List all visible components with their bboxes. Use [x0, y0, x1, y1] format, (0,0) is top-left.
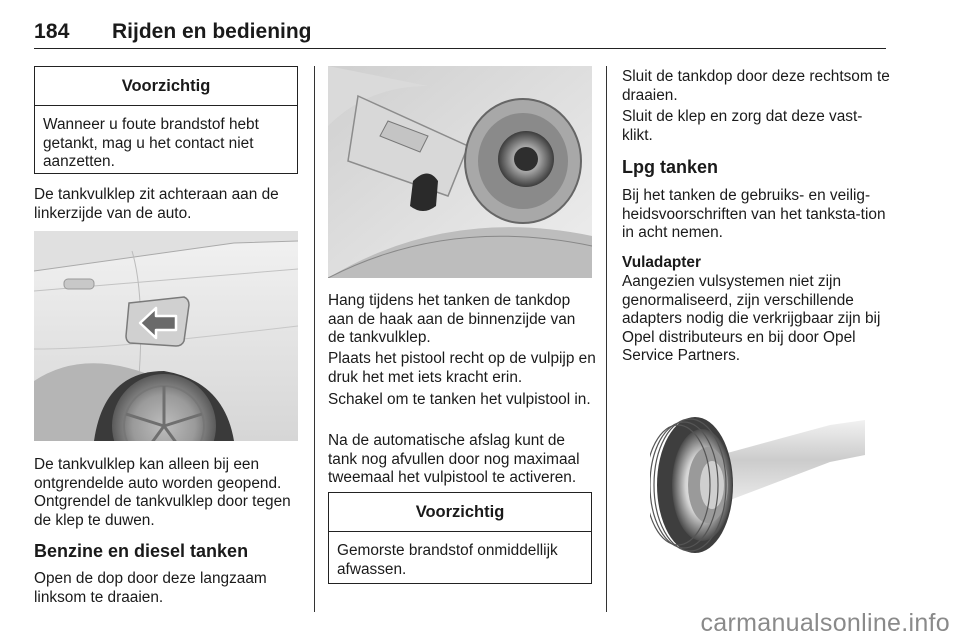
caution-text: Wanneer u foute brandstof hebt getankt, mag u het contact niet aanzetten.	[43, 116, 259, 170]
header-rule	[34, 48, 886, 49]
paragraph: Hang tijdens het tanken de tankdop aan de haak aan de binnenzijde van de tankvulklep.	[328, 292, 576, 346]
caution-text: Gemorste brandstof onmiddellijk afwassen.	[337, 542, 558, 578]
watermark: carmanualsonline.info	[700, 609, 950, 637]
page-title: Rijden en bediening	[112, 20, 312, 43]
car-side-image	[34, 231, 298, 441]
paragraph: De tankvulklep kan alleen bij een ontgrendelde auto worden geopend. Ontgrendel de tankvulklep door tegen de klep te duwen.	[34, 456, 291, 529]
column-divider-1	[314, 66, 315, 612]
paragraph: Sluit de tankdop door deze rechtsom te draaien.	[622, 68, 890, 104]
section-heading: Lpg tanken	[622, 157, 719, 177]
section-heading: Benzine en diesel tanken	[34, 541, 249, 561]
arrow-icon	[136, 303, 182, 343]
paragraph: Sluit de klep en zorg dat deze vast-klikt.	[622, 108, 863, 144]
fuel-filler-image	[328, 66, 592, 278]
paragraph: Open de dop door deze langzaam linksom te draaien.	[34, 570, 267, 606]
paragraph: Aangezien vulsystemen niet zijn genormaliseerd, zijn verschillende adapters nodig die verkrijgbaar zijn bij Opel distributeurs en bij door Opel Service Partners.	[622, 273, 881, 364]
caution-box-2	[328, 492, 592, 584]
caution-title: Voorzichtig	[35, 67, 297, 106]
paragraph: Plaats het pistool recht op de vulpijp en druk het met iets kracht erin.	[328, 350, 596, 386]
sub-heading: Vuladapter	[622, 254, 701, 271]
caution-title: Voorzichtig	[329, 493, 591, 532]
lpg-adapter-image	[650, 400, 880, 560]
page-number: 184	[34, 20, 70, 43]
paragraph: De tankvulklep zit achteraan aan de linkerzijde van de auto.	[34, 186, 279, 222]
paragraph: Na de automatische afslag kunt de tank nog afvullen door nog maximaal tweemaal het vulpistool te activeren.	[328, 432, 580, 486]
column-divider-2	[606, 66, 607, 612]
paragraph: Bij het tanken de gebruiks- en veilig-heidsvoorschriften van het tanksta-tion in acht nemen.	[622, 187, 886, 241]
caution-box-1	[34, 66, 298, 174]
paragraph: Schakel om te tanken het vulpistool in.	[328, 391, 591, 408]
